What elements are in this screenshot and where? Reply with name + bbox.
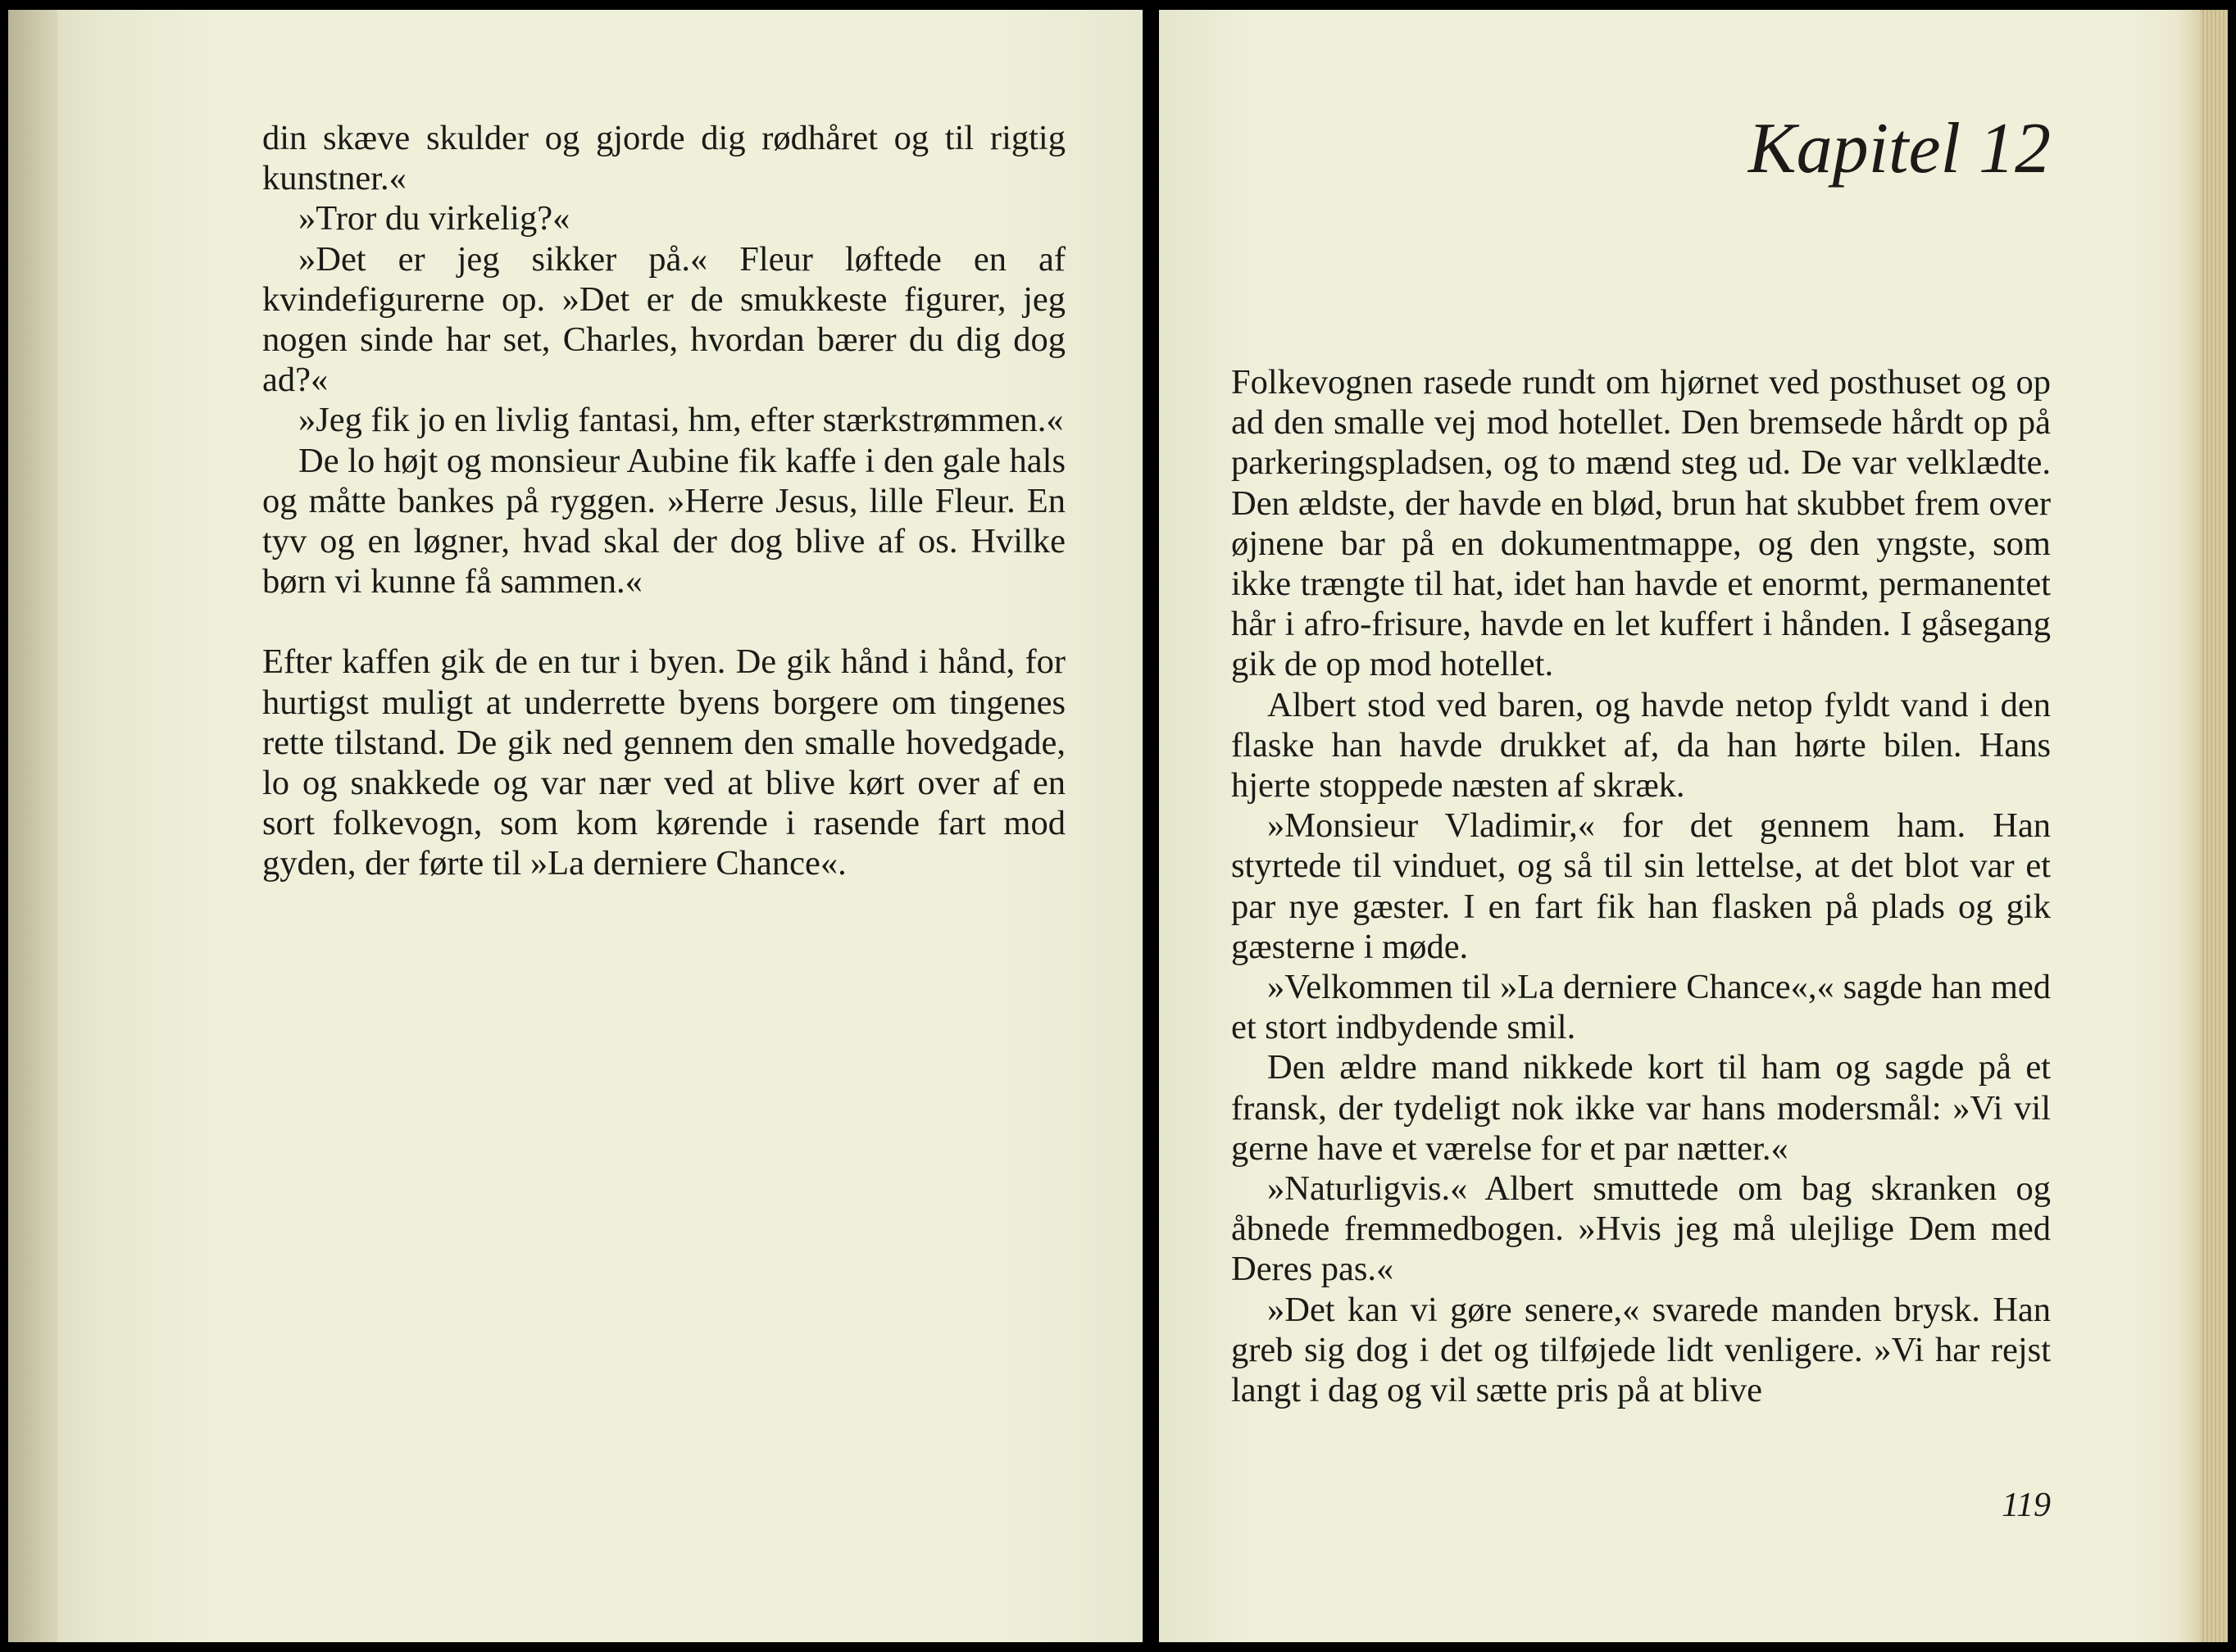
paragraph: »Det er jeg sikker på.« Fleur løftede en af kvindefigurerne op. »Det er de smukkeste figurer, jeg nogen sinde har set, Charles, hvordan bærer du dig dog ad?« bbox=[262, 239, 1066, 400]
paragraph: Albert stod ved baren, og havde netop fyldt vand i den flaske han havde drukket af, da han hørte bilen. Hans hjerte stoppede næsten af skræk. bbox=[1231, 685, 2051, 806]
paragraph: »Jeg fik jo en livlig fantasi, hm, efter stærkstrømmen.« bbox=[298, 401, 1064, 440]
chapter-title: Kapitel 12 bbox=[1747, 109, 2051, 188]
page-edge bbox=[8, 10, 57, 1642]
page-number: 119 bbox=[2002, 1486, 2051, 1524]
paragraph: Efter kaffen gik de en tur i byen. De gik hånd i hånd, for hurtigst muligt at underrette byens borgere om tingenes rette tilstand. De gik ned gennem den smalle hovedgade, lo og snakkede og var nær ved at blive kørt over af en sort folkevogn, som kom kørende i rasende fart mod gyden, der førte til »La derniere Chance«. bbox=[262, 642, 1066, 883]
paragraph: Den ældre mand nikkede kort til ham og sagde på et fransk, der tydeligt nok ikke var hans modersmål: »Vi vil gerne have et værelse for et par nætter.« bbox=[1231, 1048, 2051, 1168]
left-page-text bbox=[262, 118, 1066, 884]
paragraph: »Velkommen til »La derniere Chance«,« sagde han med et stort indbydende smil. bbox=[1231, 968, 2051, 1047]
paragraph: »Tror du virkelig?« bbox=[298, 199, 570, 238]
page-edge bbox=[2200, 10, 2228, 1642]
paragraph: »Monsieur Vladimir,« for det gennem ham. Han styrtede til vinduet, og så til sin lettelse, at det blot var et par nye gæster. I en fart fik han flasken på plads og gik gæsterne i møde. bbox=[1231, 806, 2051, 966]
paragraph: »Det kan vi gøre senere,« svarede manden brysk. Han greb sig dog i det og tilføjede lidt venligere. »Vi har rejst langt i dag og vil sætte pris på at blive bbox=[1231, 1290, 2051, 1410]
right-page bbox=[1159, 10, 2228, 1642]
left-page bbox=[8, 10, 1143, 1642]
right-page-text bbox=[1231, 362, 2051, 1410]
paragraph: din skæve skulder og gjorde dig rødhåret og til rigtig kunstner.« bbox=[262, 119, 1066, 198]
paragraph: Folkevognen rasede rundt om hjørnet ved posthuset og op ad den smalle vej mod hotellet. Den bremsede hårdt op på parkeringspladsen, og to mænd steg ud. De var velklædte. Den ældste, der havde en blød, brun hat skubbet frem over øjnene bar på en dokumentmappe, og den yngste, som ikke trængte til hat, idet han havde et enormt, permanentet hår i afro-frisure, havde en let kuffert i hånden. I gåsegang gik de op mod hotellet. bbox=[1231, 363, 2051, 684]
paragraph: »Naturligvis.« Albert smuttede om bag skranken og åbnede fremmedbogen. »Hvis jeg må ulejlige Dem med Deres pas.« bbox=[1231, 1169, 2051, 1289]
paragraph: De lo højt og monsieur Aubine fik kaffe i den gale hals og måtte bankes på ryggen. »Herre Jesus, lille Fleur. En tyv og en løgner, hvad skal der dog blive af os. Hvilke børn vi kunne få sammen.« bbox=[262, 441, 1066, 601]
